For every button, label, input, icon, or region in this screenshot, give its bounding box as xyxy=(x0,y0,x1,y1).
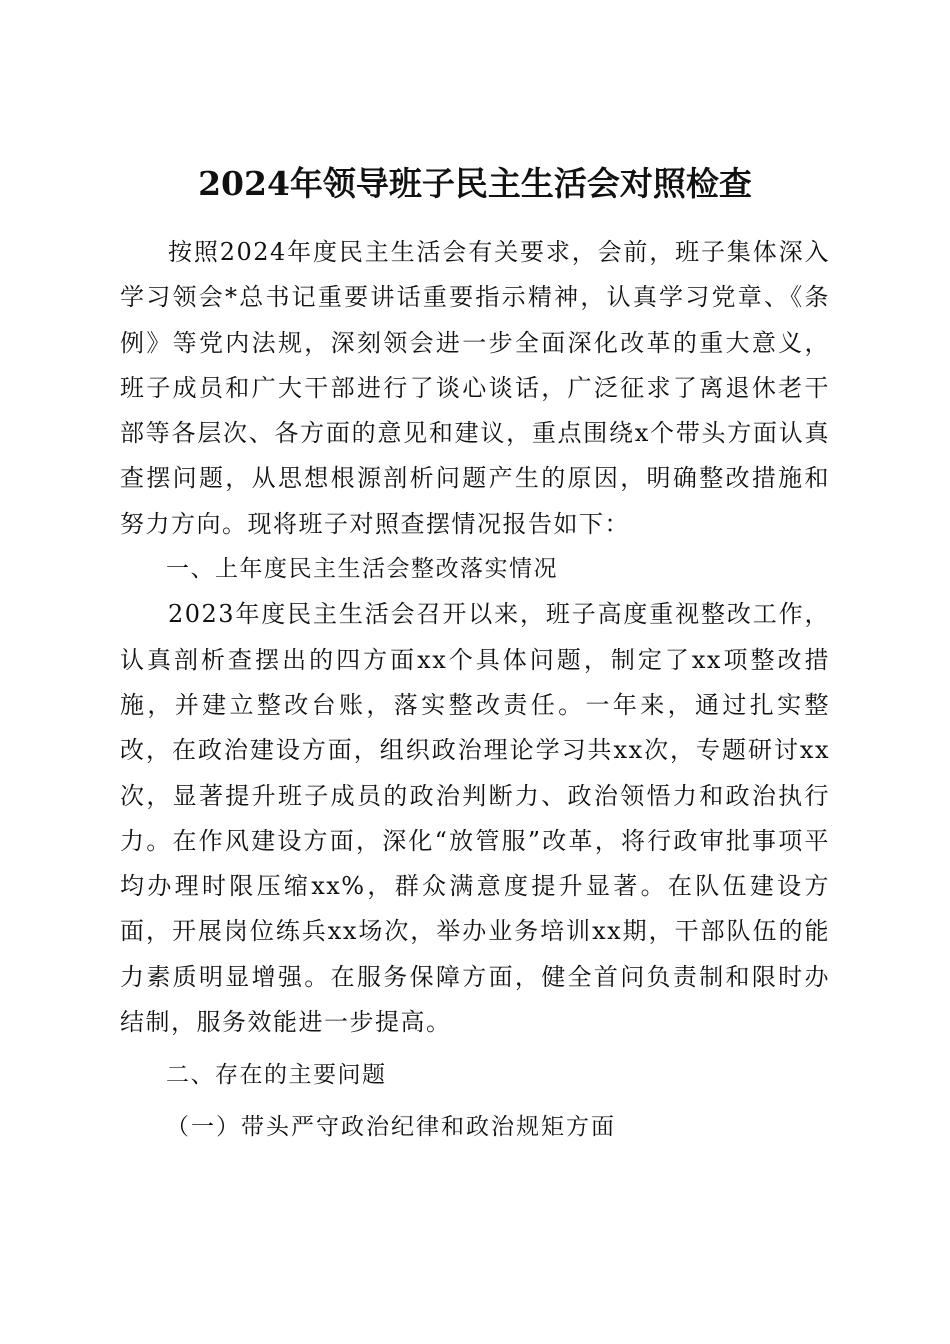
intro-paragraph: 按照2024年度民主生活会有关要求，会前，班子集体深入学习领会*总书记重要讲话重要指示精神，认真学习党章、《条例》等党内法规，深刻领会进一步全面深化改革的重大意义，班子成员和广大干部进行了谈心谈话，广泛征求了离退休老干部等各层次、各方面的意见和建议，重点围绕x个带头方面认真查摆问题，从思想根源剖析问题产生的原因，明确整改措施和努力方向。现将班子对照查摆情况报告如下： xyxy=(120,238,830,538)
section1-heading: 一、上年度民主生活会整改落实情况 xyxy=(166,556,558,583)
document-body xyxy=(120,230,830,1150)
section2-heading: 二、存在的主要问题 xyxy=(166,1062,387,1089)
section2-subheading-1: （一）带头严守政治纪律和政治规矩方面 xyxy=(166,1113,616,1140)
document-title: 2024年领导班子民主生活会对照检查 xyxy=(198,164,752,204)
section1-paragraph: 2023年度民主生活会召开以来，班子高度重视整改工作，认真剖析查摆出的四方面xx个具体问题，制定了xx项整改措施，并建立整改台账，落实整改责任。一年来，通过扎实整改，在政治建设方面，组织政治理论学习共xx次，专题研讨xx次，显著提升班子成员的政治判断力、政治领悟力和政治执行力。在作风建设方面，深化“放管服”改革，将行政审批事项平均办理时限压缩xx%，群众满意度提升显著。在队伍建设方面，开展岗位练兵xx场次，举办业务培训xx期，干部队伍的能力素质明显增强。在服务保障方面，健全首问负责制和限时办结制，服务效能进一步提高。 xyxy=(120,600,830,1037)
